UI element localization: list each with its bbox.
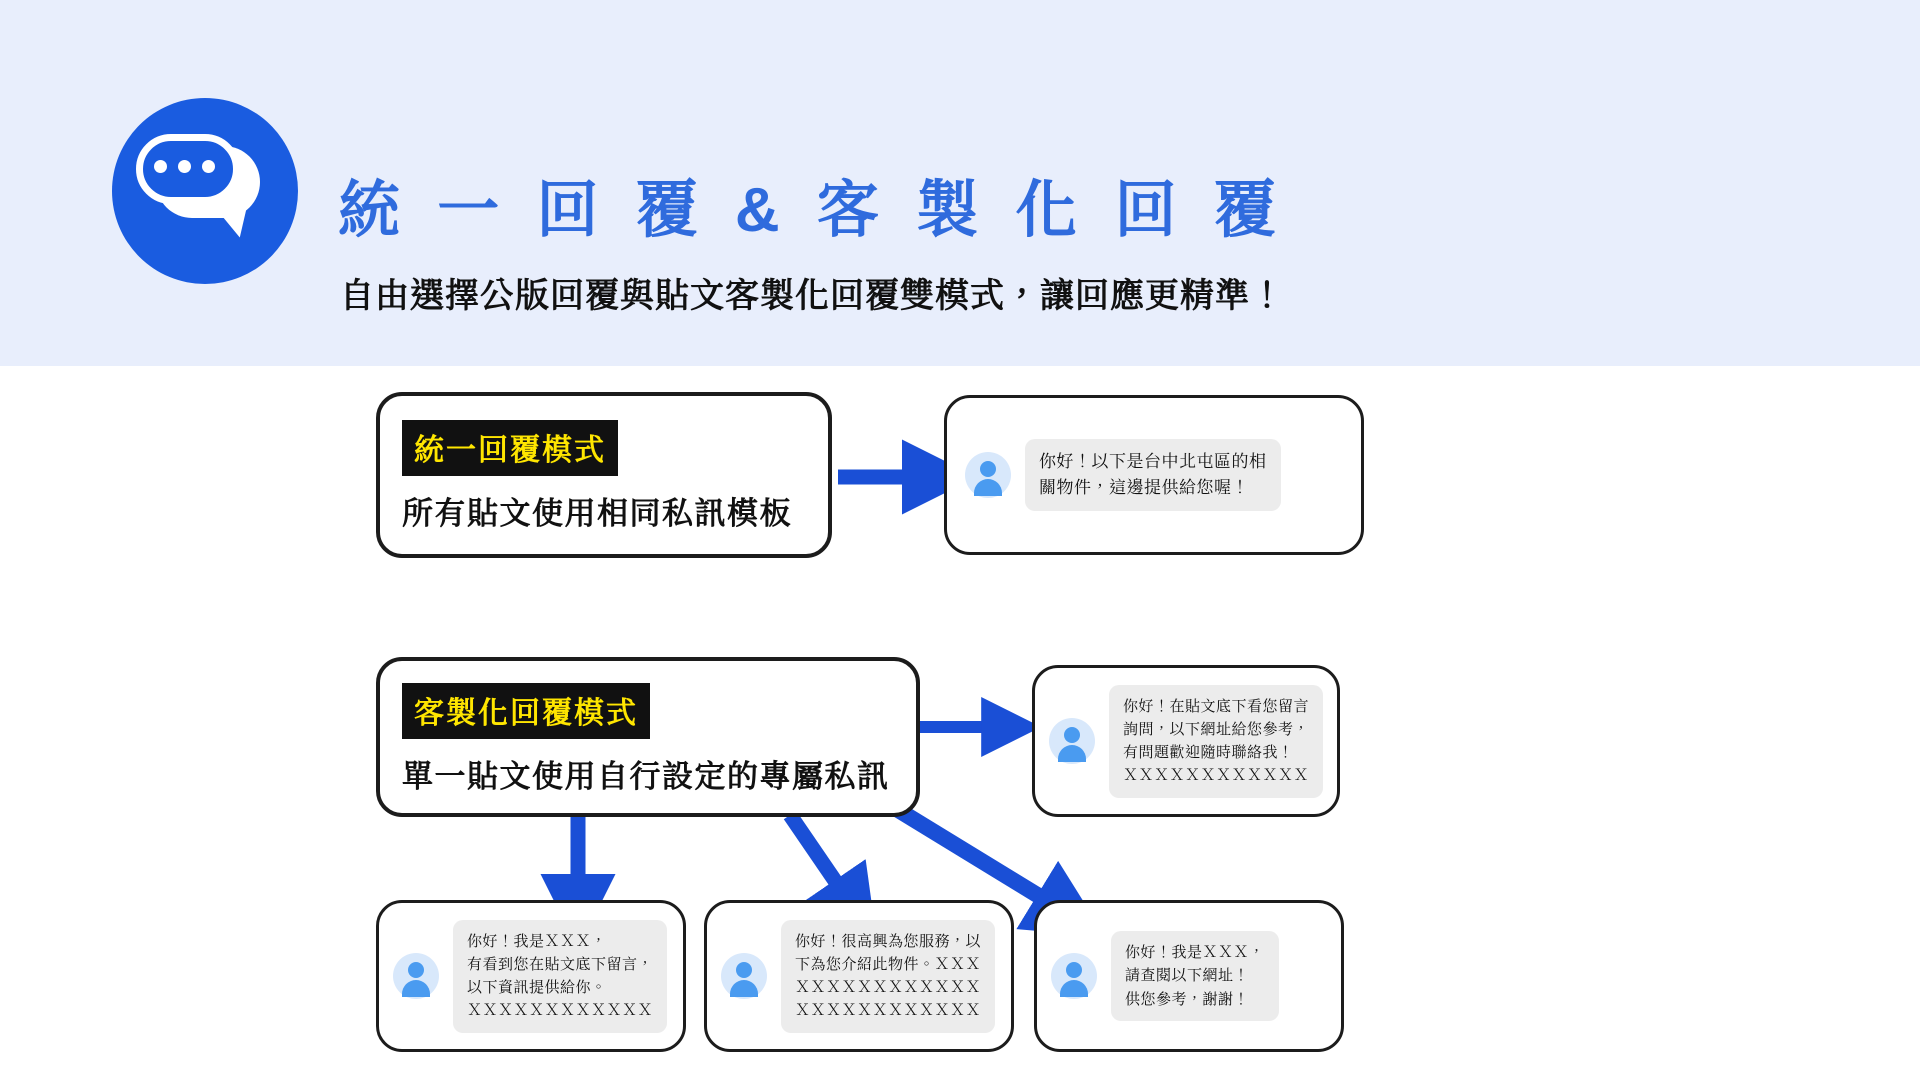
- chat-bubble-dots: [154, 160, 215, 173]
- user-avatar: [965, 452, 1011, 498]
- message-line: 你好！我是ＸＸＸ，: [1125, 944, 1265, 962]
- custom-message-bubble-right: [1109, 685, 1323, 798]
- dot-2: [178, 160, 191, 173]
- unified-message-bubble: [1025, 439, 1281, 512]
- chat-bubbles-icon: [112, 98, 298, 284]
- message-line: 你好！以下是台中北屯區的相: [1039, 451, 1267, 471]
- message-line: ＸＸＸＸＸＸＸＸＸＸＸＸ: [467, 1002, 654, 1020]
- custom-mode-description: 單一貼文使用自行設定的專屬私訊: [402, 759, 890, 794]
- user-avatar: [1051, 953, 1097, 999]
- custom-mode-tag: 客製化回覆模式: [402, 683, 650, 739]
- unified-mode-card[interactable]: [376, 392, 832, 558]
- user-avatar: [721, 953, 767, 999]
- message-line: 供您參考，謝謝！: [1125, 990, 1250, 1008]
- custom-message-card-1: [376, 900, 686, 1052]
- message-line: 以下資訊提供給你。: [467, 979, 607, 996]
- unified-message-card: [944, 395, 1364, 555]
- custom-message-card-right: [1032, 665, 1340, 817]
- custom-mode-card[interactable]: [376, 657, 920, 817]
- arrow-custom-2: [790, 815, 855, 910]
- unified-mode-tag: 統一回覆模式: [402, 420, 618, 476]
- page-title: 統 一 回 覆 & 客 製 化 回 覆: [338, 176, 1286, 245]
- header-banner: [0, 0, 1920, 366]
- unified-mode-description: 所有貼文使用相同私訊模板: [402, 496, 792, 531]
- user-avatar: [1049, 718, 1095, 764]
- message-line: 有問題歡迎隨時聯絡我！: [1123, 744, 1294, 761]
- dot-3: [202, 160, 215, 173]
- message-line: 請查閱以下網址！: [1125, 967, 1250, 985]
- custom-message-card-3: [1034, 900, 1344, 1052]
- custom-message-bubble-1: [453, 920, 667, 1033]
- message-line: ＸＸＸＸＸＸＸＸＸＸＸＸ: [795, 979, 982, 996]
- message-line: 下為您介紹此物件。ＸＸＸ: [795, 955, 982, 973]
- page-subtitle: 自由選擇公版回覆與貼文客製化回覆雙模式，讓回應更精準！: [340, 277, 1285, 315]
- message-line: 你好！很高興為您服務，以: [795, 932, 982, 950]
- custom-message-bubble-3: [1111, 931, 1279, 1021]
- user-avatar: [393, 953, 439, 999]
- message-line: 你好！在貼文底下看您留言: [1123, 697, 1310, 715]
- dot-1: [154, 160, 167, 173]
- message-line: ＸＸＸＸＸＸＸＸＸＸＸＸ: [1123, 767, 1310, 785]
- message-line: 關物件，這邊提供給您喔！: [1039, 478, 1249, 497]
- message-line: 有看到您在貼文底下留言，: [467, 955, 654, 973]
- arrow-custom-3: [890, 805, 1070, 915]
- message-line: ＸＸＸＸＸＸＸＸＸＸＸＸ: [795, 1002, 982, 1020]
- custom-message-bubble-2: [781, 920, 995, 1033]
- custom-message-card-2: [704, 900, 1014, 1052]
- message-line: 你好！我是ＸＸＸ，: [467, 932, 607, 950]
- message-line: 詢問，以下網址給您參考，: [1123, 720, 1310, 738]
